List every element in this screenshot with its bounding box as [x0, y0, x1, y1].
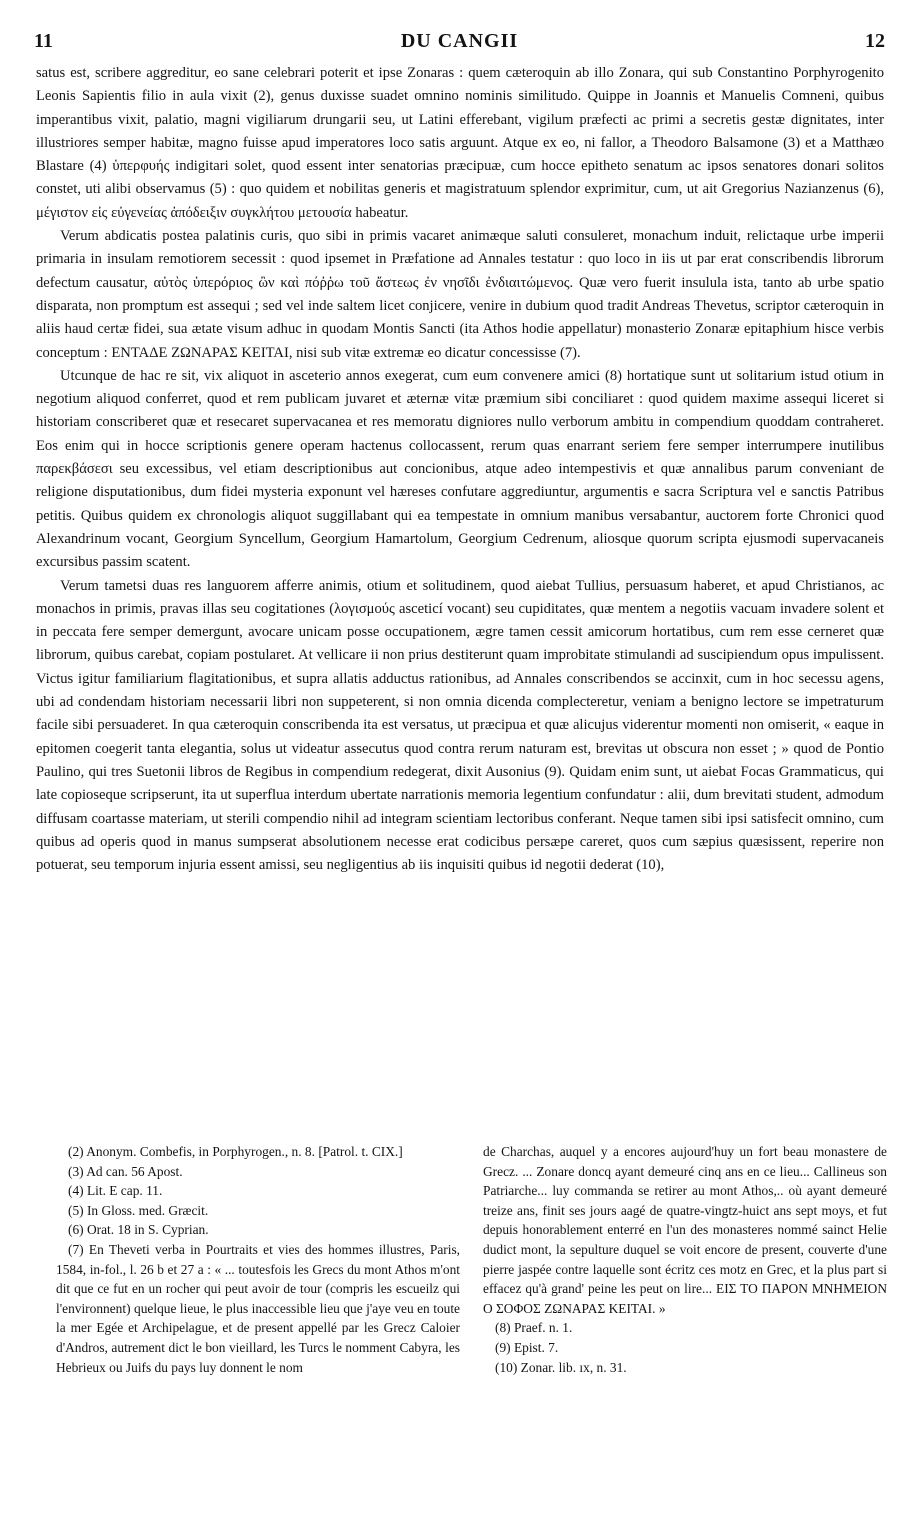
- paragraph: Utcunque de hac re sit, vix aliquot in asceterio annos exegerat, cum eum convenere amici (8) hortatique sunt ut solitarium istud otium in negotium aliquod conferret, quod et rem publicam juvaret et æternæ vitæ præmium sibi conciliaret : quod quidem maxime assequi liceret si historiam conscriberet quæ et resecaret supervacanea et res memoratu digniores nullo verborum ambitu in compendium quoddam contraheret. Eos enim qui in hocce scriptionis genere operam hactenus collocassent, rerum quas enarrant seriem fere semper interrumpere inutilibus παρεκβάσεσι seu excessibus, vel etiam descriptionibus aut concionibus, atque adeo intempestivis et quæ annalibus parum conveniant de religione disputationibus, dum fidei mysteria exponunt vel hæreses confutare aggrediuntur, argumentis e sacra Scriptura vel e sanctis Patribus petitis. Quibus quidem ex chronologis aliquot suggillabant qui ea tempestate in omnium manibus versabantur, auctorem forte Chronici quod Alexandrinum vocant, Georgium Syncellum, Georgium Hamartolum, Georgium Cedrenum, aliosque quorum scripta ejusmodi supervacaneis excursibus passim scatent.: [36, 367, 884, 571]
- footnote: (9) Epist. 7.: [495, 1339, 559, 1355]
- footnote: (10) Zonar. lib. ıx, n. 31.: [495, 1359, 627, 1375]
- footnote-continuation: de Charchas, auquel y a encores aujourd'huy un fort beau monastere de Grecz. ... Zonare doncq ayant demeuré cinq ans en ce lieu... Callineus son Patriarche... luy commanda se retirer au mont Athos,.. où ayant demeuré treize ans, finit ses jours aagé de quatre-vingtz-huict ans sept moys, et fut depuis honorablement enterré en l'un des monasteres nommé sainct Helie dudict mont, la sepulture duquel se voit encore de present, couverte d'une pierre jaspée contre laquelle sont écritz ces motz en Grec, et la plus part si effacez qu'à grand' peine les peut on lire... ΕΙΣ ΤΟ ΠΑΡΟΝ ΜΝΗΜΕΙΟΝ Ο ΣΟΦΟΣ ΖΩΝΑΡΑΣ ΚΕΙΤΑΙ. »: [483, 1144, 887, 1316]
- footnote: (7) En Theveti verba in Pourtraits et vies des hommes illustres, Paris, 1584, in-fol., l. 26 b et 27 a : « ... toutesfois les Grecs du mont Athos m'ont dit que ce fut en un rocher qui peut avoir de tour (compris les escueilz qui l'environnent) quelque lieue, le plus inaccessible lieu que j'aye veu en toute la mer Egée et Archipelague, et de present appellé par les Grecz Caloier d'Andros, autrement dict le bon vieillard, les Turcs le nomment Cabyra, les Hebrieux ou Juifs du pays luy donnent le nom: [56, 1241, 460, 1375]
- footnote: (5) In Gloss. med. Græcit.: [68, 1202, 209, 1218]
- footnote: (2) Anonym. Combefis, in Porphyrogen., n. 8. [Patrol. t. CIX.]: [68, 1144, 403, 1159]
- main-text-block: [36, 62, 884, 877]
- running-title: DU CANGII: [400, 30, 519, 52]
- paragraph: satus est, scribere aggreditur, eo sane celebrari poterit et ipse Zonaras : quem cæteroquin ab illo Zonara, qui sub Constantino Porphyrogenito Leonis Sapientis filio in aula vixit (2), genus duxisse suadet omnino nominis similitudo. Quippe in Joannis et Manuelis Comneni, quibus imperantibus vixit, palatio, magni vigiliarum drungarii seu, ut Latini efferebant, vigilum præfecti ac primi a secretis gestæ dignitates, inter illustriores semper habitæ, magno fuisse apud imperatores loco satis arguunt. Atque ex eo, ni fallor, a Theodoro Balsamone (3) et a Matthæo Blastare (4) ὑπερφυής indigitari solet, quod essent inter senatorias præcipuæ, cum hocce epitheto senatum ac ipsos senatores donari solitos constet, uti alibi observamus (5) : quo quidem et nobilitas generis et magistratuum splendor exprimitur, cum, ut ait Gregorius Nazianzenus (6), μέγιστον εἰς εὐγενείας ἀπόδειξιν συγκλήτου μετουσία habeatur.: [36, 65, 884, 221]
- paragraph: Verum abdicatis postea palatinis curis, quo sibi in primis vacaret animæque saluti consuleret, monachum induit, relictaque urbe imperii primaria in insulam remotiorem secessit : quod ipsemet in Præfatione ad Annales testatur : quo loco in iis ut par erat conscribendis librorum defectum causatur, αὐτὸς ὑπερόριος ὢν καὶ πόῤῥω τοῦ ἄστεως ἐν νησῖδι ἐνδιαιτώμενος. Quæ vero fuerit insulula ista, tanto ab urbe spatio disparata, non promptum est assequi ; sed vel inde saltem licet conjicere, venire in dubium quod tradit Andreas Thevetus, scriptor cæteroquin in aliis haud certæ fidei, sua ætate visum adhuc in quodam Montis Sancti (ita Athos hodie appellatur) monasterio Zonaræ epitaphium hisce verbis conceptum : ΕΝΤΑΔΕ ΖΩΝΑΡΑΣ ΚΕΙΤΑΙ, nisi sub vitæ extremæ eo dicatur concessisse (7).: [36, 228, 884, 361]
- footnotes-right-column: [483, 1142, 887, 1442]
- running-header: [34, 30, 885, 56]
- footnote: (6) Orat. 18 in S. Cyprian.: [68, 1222, 209, 1238]
- paragraph: Verum tametsi duas res languorem afferre animis, otium et solitudinem, quod aiebat Tullius, persuasum haberet, et apud Christianos, ac monachos in primis, pravas illas seu cogitationes (λογισμούς asceticí vocant) seu cupiditates, quæ mentem a negotiis vacuam invadere solent et in peccata fere semper demergunt, avocare unicam posse occupationem, ægre tamen cessit amicorum hortatibus, cum rem esse cerneret quæ librorum, quibus carebat, copiam postularet. At vellicare ii non prius destiterunt quam improbitate stimulandi ad suscipiendum opus impulissent. Victus igitur familiarium flagitationibus, et supra allatis adductus rationibus, ad Annales conscribendos se accinxit, cum in hoc secessu agens, ubi ad condendam historiam necessarii libri non suppeterent, si non omnia dicenda complecteretur, veniam a benigno lectore se impetraturum facile sibi persuaderet. In qua cæteroquin conscribenda ita est versatus, ut præcipua et quæ alicujus viderentur momenti non omiserit, « eaque in epitomen coegerit tanta elegantia, solus ut videatur assecutus quod contra rerum naturam est, brevitas ut obscura non esset ; » quod de Pontio Paulino, qui tres Suetonii libros de Regibus in compendium redegerat, dixit Ausonius (9). Quidam enim sunt, ut aiebat Focas Grammaticus, qui late copioseque scripserunt, ita ut superflua interdum ubertate narrationis memoria legentium confundatur : alii, dum brevitati student, admodum diffusam coartasse materiam, ut sterili compendio nihil ad integram scientiam lectoribus conferant. Neque tamen sibi ipsi satisfecit omnino, cum quibus ad operis quod in manus sumpserat absolutionem necesse erat codicibus persæpe careret, quos cum sæpius quæsissent, reperire non potuerat, seu temporum injuria essent amissi, seu negligentius ab iis inquisiti quibus id negotii dederat (10),: [36, 577, 884, 874]
- page-number-right: 12: [865, 30, 885, 52]
- footnote: (4) Lit. E cap. 11.: [68, 1183, 163, 1199]
- footnote: (3) Ad can. 56 Apost.: [68, 1163, 183, 1179]
- footnotes-left-column: [56, 1142, 460, 1442]
- page-number-left: 11: [34, 30, 53, 52]
- footnote: (8) Praef. n. 1.: [495, 1320, 573, 1336]
